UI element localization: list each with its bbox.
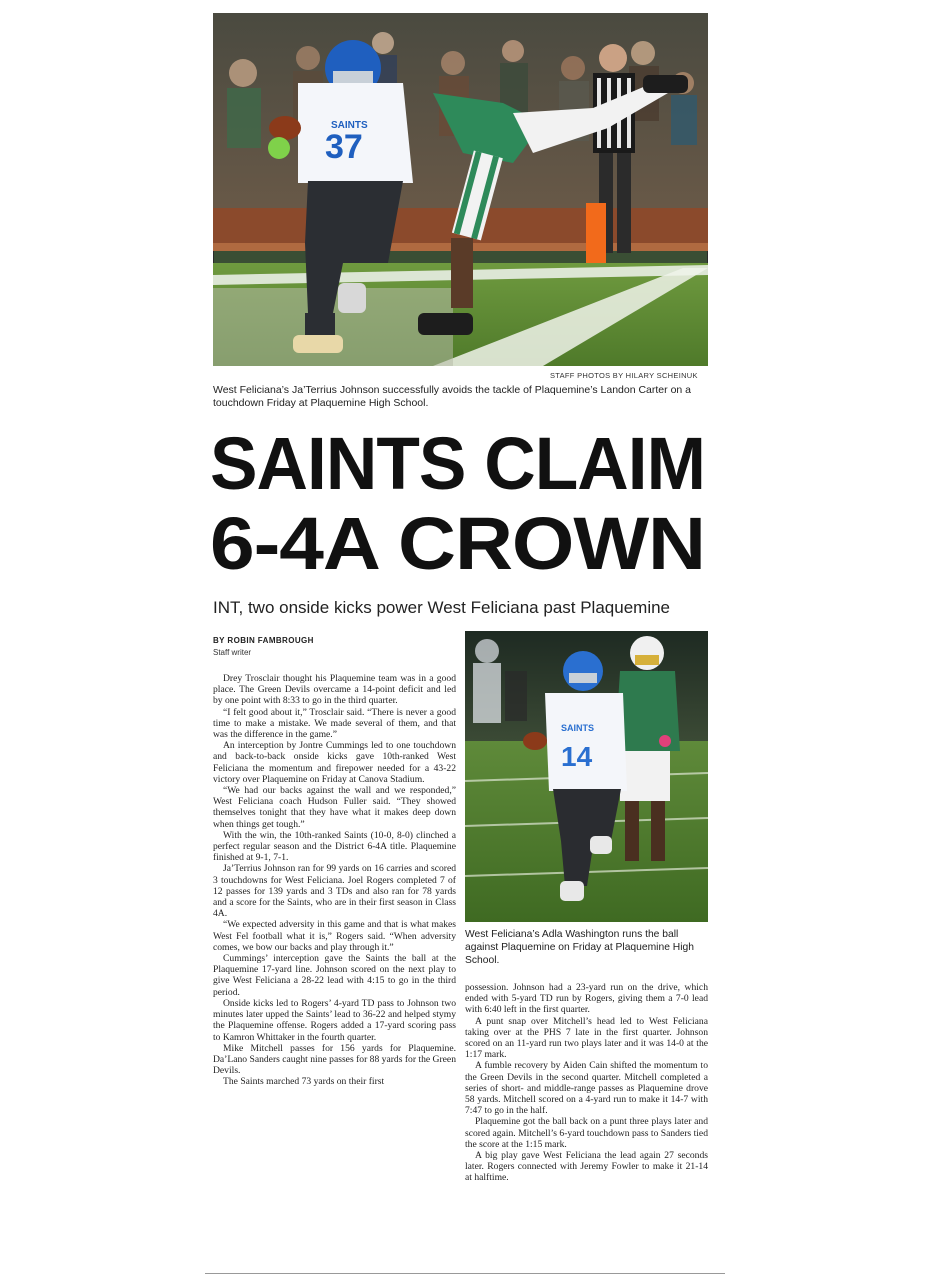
paragraph: An interception by Jontre Cummings led to one touchdown and back-to-back onside kicks gave 10th-ranked West Feliciana the momentum and firepower needed for a 43-22 victory over Plaquemine on Friday at Canova Stadium. <box>213 740 456 785</box>
article-column-2 <box>465 982 708 1184</box>
paragraph: Onside kicks led to Rogers’ 4-yard TD pass to Johnson two minutes later upped the Saints’ lead to 36-22 and helped stymy the Plaquemine offense. Rogers added a 17-yard scoring pass to Kamron Whittaker in the fourth quarter. <box>213 997 456 1043</box>
paragraph: A fumble recovery by Aiden Cain shifted the momentum to the Green Devils in the second quarter. Mitchell completed a series of short- and middle-range passes as Plaquemine drove 58 yards. Mitchell scored on a 4-yard run to make it 14-7 with 7:47 to go in the half. <box>465 1060 708 1117</box>
paragraph: With the win, the 10th-ranked Saints (10-0, 8-0) clinched a perfect regular season and the District 6-4A title. Plaquemine finished at 9-1, 7-1. <box>213 829 456 864</box>
paragraph: Plaquemine got the ball back on a punt three plays later and scored again. Mitchell’s 6-yard touchdown pass to Sanders tied the score at the 1:15 mark. <box>465 1116 708 1150</box>
paragraph: “We had our backs against the wall and we responded,” West Feliciana coach Hudson Fuller said. “They showed themselves tonight that they have what it makes deep down when things get tough.” <box>213 785 456 830</box>
byline-role: Staff writer <box>213 648 252 657</box>
top-photo-credit: STAFF PHOTOS BY HILARY SCHEINUK <box>550 371 698 380</box>
top-jersey-number: 37 <box>325 128 363 166</box>
top-photo-illustration <box>213 13 708 366</box>
paragraph: The Saints marched 73 yards on their first <box>223 1076 385 1088</box>
inset-photo-illustration <box>465 631 708 922</box>
deck-subheadline: INT, two onside kicks power West Feliciana past Plaquemine <box>213 598 670 617</box>
paragraph: Mike Mitchell passes for 156 yards for Plaquemine. Da’Lano Sanders caught nine passes for 88 yards for the Green Devils. <box>213 1042 456 1077</box>
paragraph: “I felt good about it,” Trosclair said. “There is never a good time to make a mistake. We made several of them, and that was the difference in the game.” <box>213 706 456 741</box>
paragraph: possession. Johnson had a 23-yard run on the drive, which ended with 5-yard TD run by Rogers, giving them a 7-0 lead with 6:40 left in the first quarter. <box>465 982 708 1016</box>
paragraph: Ja’Terrius Johnson ran for 99 yards on 16 carries and scored 3 touchdowns for West Feliciana. Joel Rogers completed 7 of 12 passes for 139 yards and 3 TDs and also ran for 78 yards and a score for the Saints, who are in their first season in Class 4A. <box>213 863 456 920</box>
paragraph: “We expected adversity in this game and that is what makes West Fel football what it is,” Rogers said. “When adversity comes, we bow our backs and play through it.” <box>213 919 456 953</box>
inset-photo-caption: West Feliciana’s Adla Washington runs the ball against Plaquemine on Friday at Plaquemine High School. <box>465 929 694 966</box>
inset-jersey-number: 14 <box>561 741 593 772</box>
inset-jersey-text: SAINTS <box>561 723 595 733</box>
top-jersey-text: SAINTS <box>331 120 368 131</box>
headline-line-1: SAINTS CLAIM <box>210 422 705 505</box>
paragraph: A big play gave West Feliciana the lead again 27 seconds later. Rogers connected with Jeremy Fowler to make it 21-14 at halftime. <box>465 1150 708 1184</box>
top-photo <box>213 13 708 366</box>
top-photo-caption: West Feliciana’s Ja’Terrius Johnson successfully avoids the tackle of Plaquemine’s Landon Carter on a touchdown Friday at Plaquemine High School. <box>213 384 692 409</box>
byline-author: BY ROBIN FAMBROUGH <box>213 636 314 645</box>
paragraph: Cummings’ interception gave the Saints the ball at the Plaquemine 17-yard line. Johnson scored on the next play to give West Feliciana a 28-22 lead with 4:15 to go in the third period. <box>213 953 456 998</box>
paragraph: Drey Trosclair thought his Plaquemine team was in a good place. The Green Devils overcame a 14-point deficit and led by one point with 8:33 to go in the third quarter. <box>213 673 456 707</box>
paragraph: A punt snap over Mitchell’s head led to West Feliciana taking over at the PHS 7 late in the first quarter. Johnson scored on an 11-yard run two plays later and it was 14-0 at the 1:17 mark. <box>465 1015 708 1061</box>
headline-line-2: 6-4A CROWN <box>210 502 705 585</box>
article-column-1 <box>213 673 456 1088</box>
inset-photo <box>465 631 708 922</box>
bottom-rule <box>205 1273 725 1274</box>
